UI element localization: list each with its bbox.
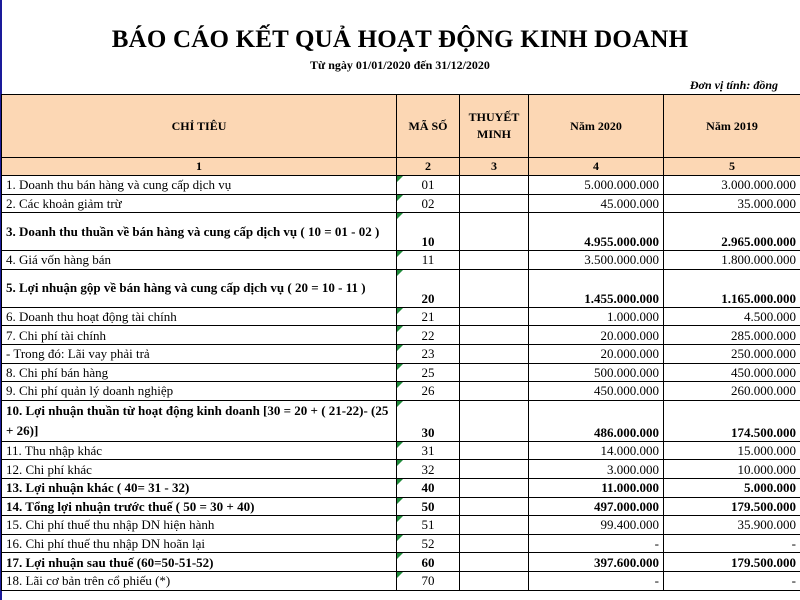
row-indicator: 10. Lợi nhuận thuần từ hoạt động kinh doanh [30 = 20 + ( 21-22)- (25 + 26)] (2, 400, 397, 441)
table-row (2, 571, 800, 590)
table-row (2, 534, 800, 553)
row-indicator: 17. Lợi nhuận sau thuế (60=50-51-52) (2, 553, 397, 572)
column-number: 4 (529, 158, 664, 176)
row-code: 25 (397, 363, 460, 382)
row-value-2020: 11.000.000 (529, 478, 664, 497)
row-code: 32 (397, 460, 460, 479)
row-note (460, 363, 529, 382)
table-row (2, 213, 800, 251)
table-row (2, 307, 800, 326)
row-note (460, 516, 529, 535)
table-row (2, 478, 800, 497)
row-value-2019: 4.500.000 (664, 307, 800, 326)
row-indicator: 18. Lãi cơ bản trên cổ phiếu (*) (2, 571, 397, 590)
row-note (460, 176, 529, 195)
row-note (460, 460, 529, 479)
header-year-2020: Năm 2020 (529, 95, 664, 158)
row-value-2019: 5.000.000 (664, 478, 800, 497)
row-value-2019: 35.900.000 (664, 516, 800, 535)
row-value-2020: 450.000.000 (529, 382, 664, 401)
row-note (460, 213, 529, 251)
row-indicator: 1. Doanh thu bán hàng và cung cấp dịch vụ (2, 176, 397, 195)
row-value-2019: 2.965.000.000 (664, 213, 800, 251)
row-note (460, 251, 529, 270)
table-row (2, 382, 800, 401)
row-note (460, 441, 529, 460)
table-row (2, 176, 800, 195)
row-value-2019: 15.000.000 (664, 441, 800, 460)
row-note (460, 497, 529, 516)
row-value-2020: - (529, 534, 664, 553)
column-number: 5 (664, 158, 800, 176)
row-note (460, 194, 529, 213)
row-code: 21 (397, 307, 460, 326)
table-row (2, 344, 800, 363)
row-value-2020: 3.500.000.000 (529, 251, 664, 270)
row-indicator: 4. Giá vốn hàng bán (2, 251, 397, 270)
row-value-2020: 20.000.000 (529, 344, 664, 363)
row-code: 26 (397, 382, 460, 401)
row-value-2020: 4.955.000.000 (529, 213, 664, 251)
row-code: 11 (397, 251, 460, 270)
row-value-2019: 1.165.000.000 (664, 269, 800, 307)
currency-unit: Đơn vị tính: đồng (689, 78, 778, 92)
table-row (2, 269, 800, 307)
row-code: 51 (397, 516, 460, 535)
table-row (2, 441, 800, 460)
row-note (460, 382, 529, 401)
row-code: 20 (397, 269, 460, 307)
row-note (460, 344, 529, 363)
row-code: 50 (397, 497, 460, 516)
row-code: 22 (397, 326, 460, 345)
row-value-2019: 250.000.000 (664, 344, 800, 363)
table-row (2, 497, 800, 516)
row-value-2020: 20.000.000 (529, 326, 664, 345)
row-indicator: 7. Chi phí tài chính (2, 326, 397, 345)
row-code: 02 (397, 194, 460, 213)
row-value-2019: 1.800.000.000 (664, 251, 800, 270)
row-indicator: 3. Doanh thu thuần về bán hàng và cung cấp dịch vụ ( 10 = 01 - 02 ) (2, 213, 397, 251)
row-value-2020: 486.000.000 (529, 400, 664, 441)
row-indicator: 15. Chi phí thuế thu nhập DN hiện hành (2, 516, 397, 535)
row-value-2020: 1.455.000.000 (529, 269, 664, 307)
row-value-2019: 260.000.000 (664, 382, 800, 401)
table-row (2, 251, 800, 270)
table-row (2, 326, 800, 345)
row-note (460, 553, 529, 572)
income-statement-table (1, 94, 800, 591)
header-indicator: CHỈ TIÊU (2, 95, 397, 158)
table-row (2, 460, 800, 479)
row-value-2020: 99.400.000 (529, 516, 664, 535)
row-code: 70 (397, 571, 460, 590)
table-row (2, 553, 800, 572)
row-indicator: 8. Chi phí bán hàng (2, 363, 397, 382)
row-indicator: 9. Chi phí quản lý doanh nghiệp (2, 382, 397, 401)
table-row (2, 400, 800, 441)
table-row (2, 363, 800, 382)
row-indicator: 12. Chi phí khác (2, 460, 397, 479)
row-value-2020: - (529, 571, 664, 590)
row-indicator: 5. Lợi nhuận gộp về bán hàng và cung cấp dịch vụ ( 20 = 10 - 11 ) (2, 269, 397, 307)
table-row (2, 516, 800, 535)
row-note (460, 307, 529, 326)
row-note (460, 269, 529, 307)
row-value-2020: 497.000.000 (529, 497, 664, 516)
row-value-2020: 45.000.000 (529, 194, 664, 213)
row-indicator: 13. Lợi nhuận khác ( 40= 31 - 32) (2, 478, 397, 497)
row-code: 60 (397, 553, 460, 572)
row-note (460, 571, 529, 590)
row-code: 01 (397, 176, 460, 195)
row-note (460, 400, 529, 441)
row-indicator: 16. Chi phí thuế thu nhập DN hoãn lại (2, 534, 397, 553)
row-value-2019: 174.500.000 (664, 400, 800, 441)
row-note (460, 326, 529, 345)
row-code: 23 (397, 344, 460, 363)
row-indicator: 2. Các khoản giảm trừ (2, 194, 397, 213)
row-value-2020: 5.000.000.000 (529, 176, 664, 195)
row-value-2020: 14.000.000 (529, 441, 664, 460)
report-period: Từ ngày 01/01/2020 đến 31/12/2020 (310, 58, 490, 72)
row-code: 10 (397, 213, 460, 251)
row-value-2019: 285.000.000 (664, 326, 800, 345)
column-number: 3 (460, 158, 529, 176)
row-code: 52 (397, 534, 460, 553)
row-note (460, 534, 529, 553)
row-value-2020: 3.000.000 (529, 460, 664, 479)
row-code: 40 (397, 478, 460, 497)
row-value-2019: - (664, 571, 800, 590)
column-number: 2 (397, 158, 460, 176)
row-note (460, 478, 529, 497)
table-row (2, 194, 800, 213)
row-value-2020: 1.000.000 (529, 307, 664, 326)
row-value-2020: 397.600.000 (529, 553, 664, 572)
row-code: 30 (397, 400, 460, 441)
row-value-2019: 3.000.000.000 (664, 176, 800, 195)
row-value-2019: 179.500.000 (664, 497, 800, 516)
row-value-2019: 10.000.000 (664, 460, 800, 479)
row-value-2019: - (664, 534, 800, 553)
row-value-2019: 35.000.000 (664, 194, 800, 213)
row-indicator: - Trong đó: Lãi vay phải trả (2, 344, 397, 363)
row-indicator: 14. Tổng lợi nhuận trước thuế ( 50 = 30 + 40) (2, 497, 397, 516)
header-code: MÃ SỐ (397, 95, 460, 158)
column-number: 1 (2, 158, 397, 176)
row-code: 31 (397, 441, 460, 460)
row-value-2019: 179.500.000 (664, 553, 800, 572)
row-indicator: 6. Doanh thu hoạt động tài chính (2, 307, 397, 326)
header-year-2019: Năm 2019 (664, 95, 800, 158)
report-title: BÁO CÁO KẾT QUẢ HOẠT ĐỘNG KINH DOANH (111, 26, 689, 53)
row-value-2020: 500.000.000 (529, 363, 664, 382)
header-note: THUYẾT MINH (460, 95, 529, 158)
row-indicator: 11. Thu nhập khác (2, 441, 397, 460)
row-value-2019: 450.000.000 (664, 363, 800, 382)
